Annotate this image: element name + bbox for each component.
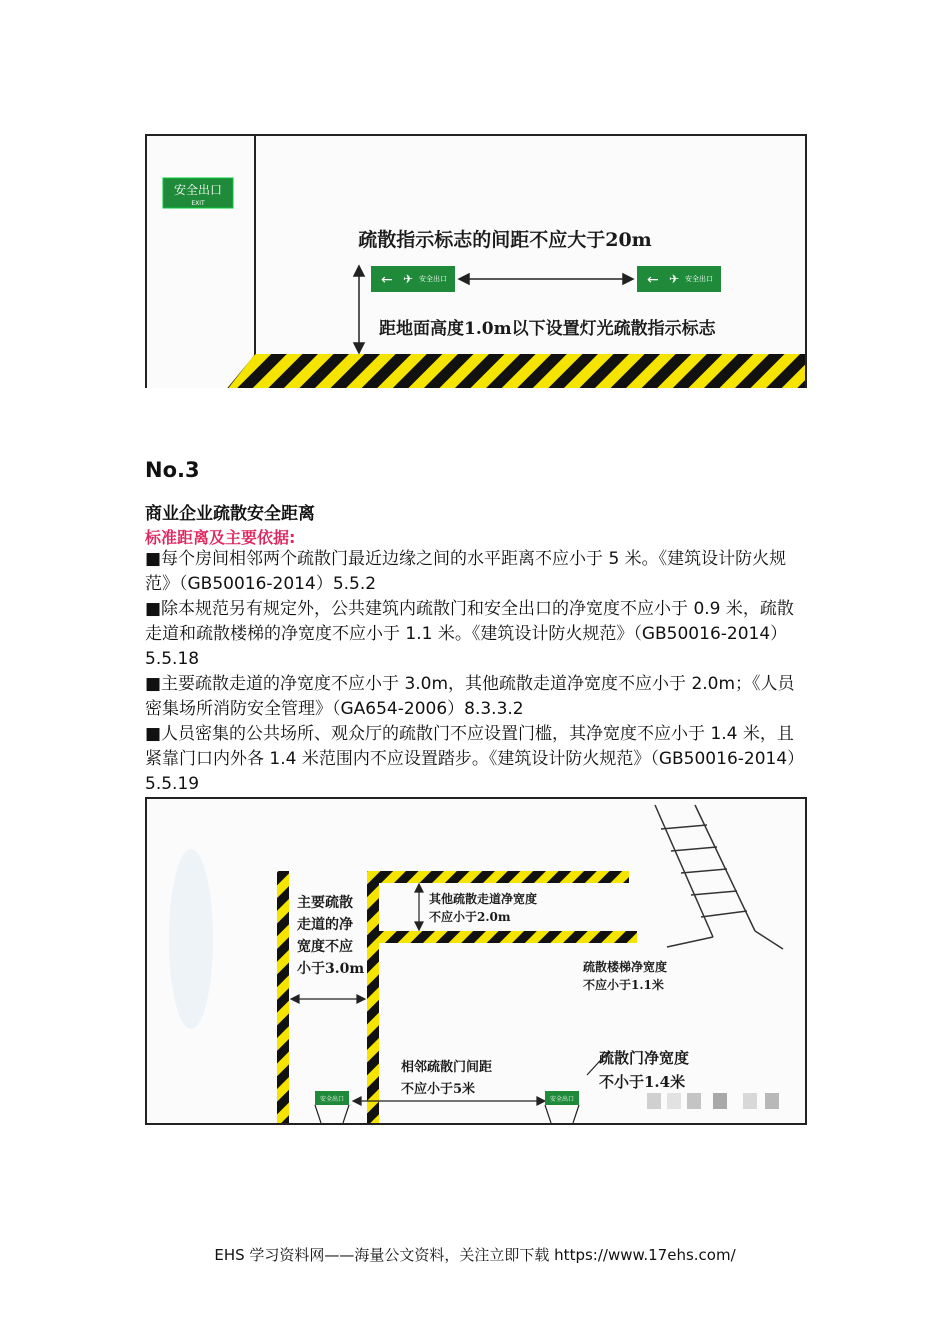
left-arrow-icon: ←: [647, 272, 659, 288]
corridor-width-diagram: [147, 799, 805, 1123]
spacing-double-arrow: [459, 274, 633, 284]
height-double-arrow: [354, 266, 364, 353]
label-line: 不应小于1.1米: [583, 978, 664, 992]
left-arrow-icon: ←: [381, 272, 393, 288]
arrow-sign-left: [371, 266, 455, 292]
hazard-stripe-center-wall: [367, 871, 379, 1123]
label-line: 不应小于2.0m: [429, 910, 511, 924]
label-line: 小于3.0m: [297, 961, 365, 977]
regulation-item: ■人员密集的公共场所、观众厅的疏散门不应设置门槛，其净宽度不应小于 1.4 米，且紧靠门口内外各 1.4 米范围内不应设置踏步。《建筑设计防火规范》（GB50016-2014）5.5.19: [145, 724, 805, 794]
arrow-sign-text: 安全出口: [685, 275, 713, 283]
regulation-item: ■主要疏散走道的净宽度不应小于 3.0m，其他疏散走道净宽度不应小于 2.0m；《人员密集场所消防安全管理》（GA654-2006）8.3.3.2: [145, 674, 795, 719]
main-corridor-label: [296, 894, 364, 977]
arrow-sign-right: [637, 266, 721, 292]
section-number: No.3: [145, 458, 200, 482]
section-subtitle: 标准距离及主要依据:: [145, 528, 296, 547]
label-line: 其他疏散走道净宽度: [429, 892, 538, 906]
exit-door-left: [315, 1091, 349, 1123]
label-line: 疏散楼梯净宽度: [583, 960, 668, 974]
exit-sign-text: 安全出口: [173, 183, 223, 197]
label-line: 疏散门净宽度: [599, 1049, 690, 1067]
arrow-sign-text: 安全出口: [419, 275, 447, 283]
evacuation-sign-figure: [145, 134, 807, 388]
running-man-icon: ✈: [669, 272, 680, 286]
evacuation-sign-diagram: [147, 136, 807, 388]
running-man-icon: ✈: [403, 272, 414, 286]
section-title: 商业企业疏散安全距离: [145, 504, 315, 524]
hazard-stripe-corridor-edge: [379, 931, 637, 943]
label-line: 不小于1.4米: [599, 1073, 686, 1091]
light-glare: [169, 849, 213, 1029]
staircase-drawing: [655, 805, 783, 949]
label-line: 主要疏散: [297, 895, 353, 911]
label-line: 相邻疏散门间距: [401, 1060, 493, 1075]
height-note: 距地面高度1.0m以下设置灯光疏散指示标志: [379, 319, 716, 339]
blurred-watermark: [647, 1093, 779, 1109]
exit-door-right: [545, 1091, 579, 1123]
regulation-list: [145, 547, 810, 797]
spacing-note: 疏散指示标志的间距不应大于20m: [358, 229, 652, 251]
hazard-stripe-top-corridor: [379, 871, 629, 883]
label-line: 不应小于5米: [401, 1082, 476, 1097]
door-spacing-label: [401, 1059, 497, 1097]
door-spacing-arrow: [353, 1097, 545, 1105]
corridor-width-figure: [145, 797, 807, 1125]
regulation-item: ■除本规范另有规定外，公共建筑内疏散门和安全出口的净宽度不应小于 0.9 米，疏散走道和疏散楼梯的净宽度不应小于 1.1 米。《建筑设计防火规范》（GB50016-2014）5.5.18: [145, 599, 794, 669]
regulation-item: ■每个房间相邻两个疏散门最近边缘之间的水平距离不应小于 5 米。《建筑设计防火规范》（GB50016-2014）5.5.2: [145, 549, 787, 594]
other-corridor-label: [429, 891, 541, 924]
door-width-label: [599, 1049, 694, 1091]
door-sign-text: 安全出口: [319, 1096, 345, 1103]
stair-width-label: [583, 959, 671, 992]
exit-sign-subtext: EXIT: [191, 200, 205, 207]
label-line: 宽度不应: [297, 939, 353, 955]
label-line: 走道的净: [297, 917, 353, 933]
exit-sign: [163, 178, 233, 208]
page-footer: EHS 学习资料网——海量公文资料，关注立即下载 https://www.17ehs.com/: [214, 1246, 736, 1264]
main-corridor-arrow: [291, 995, 365, 1003]
hazard-stripe-left-wall: [277, 871, 289, 1123]
door-sign-text: 安全出口: [549, 1096, 575, 1103]
other-corridor-arrow: [415, 884, 423, 930]
